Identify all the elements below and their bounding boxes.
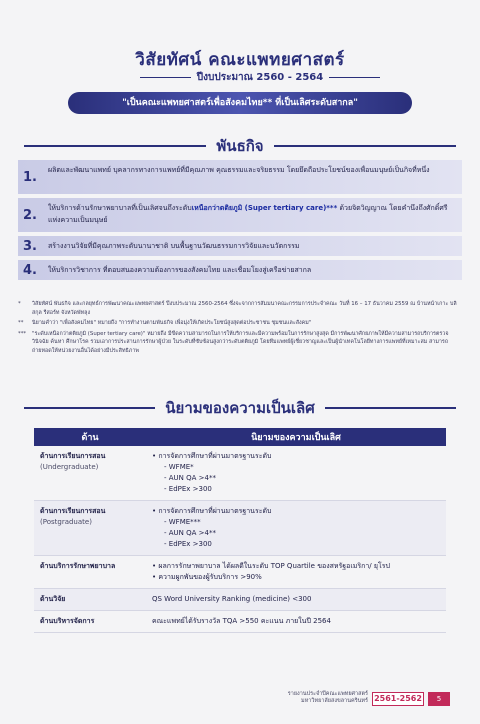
report-years-badge: 2561-2562 (372, 692, 424, 706)
university-name: มหาวิทยาลัยสงขลานครินทร์ (301, 698, 368, 704)
footnote (18, 319, 462, 328)
excellence-heading-row (24, 398, 456, 418)
definition-line: - EdPEx >300 (152, 484, 440, 495)
mission-item (18, 198, 462, 232)
definition-cell (146, 446, 446, 501)
footer-report-title (258, 691, 368, 705)
definition-line: • ความผูกพันของผู้รับบริการ >90% (152, 572, 440, 583)
vision-title: วิสัยทัศน์ คณะแพทยศาสตร์ (135, 50, 345, 70)
aspect-title: ด้านบริหารจัดการ (40, 617, 95, 625)
table-header-row (34, 428, 446, 446)
footnote-text: "ระดับเหนือกว่าตติยภูมิ (Super tertiary care)" หมายถึง มีขีดความสามารถในการให้บริการและมีความพร้อมในการรักษาสูงสุด มีการพัฒนาศักยภาพให้มีความสามารถบริการตรวจวินิจฉัย ค้นหา ศึกษาโรค รวมเอาการประสานการรักษาผู้ป่วย ในระดับที่ซับซ้อนสูงกว่าระดับตติยภูมิ โดยทีมแพทย์ผู้เชี่ยวชาญและเป็นผู้นำเทคโนโลยีทางการแพทย์ที่เหมาะสม สามารถถ่ายทอดให้หน่วยงานอื่นได้อย่างมีประสิทธิภาพ (32, 330, 449, 354)
mission-list (18, 160, 462, 284)
footnote-mark: *** (18, 330, 27, 337)
report-title: รายงานประจำปีคณะแพทยศาสตร์ (287, 691, 368, 697)
excellence-table (34, 428, 446, 633)
definition-cell (146, 611, 446, 633)
aspect-cell (34, 446, 146, 501)
definition-line: • การจัดการศึกษาที่ผ่านมาตรฐานระดับ (152, 506, 440, 517)
aspect-title: ด้านการเรียนการสอน (40, 452, 106, 460)
definition-cell (146, 556, 446, 589)
divider (140, 77, 191, 78)
definition-cell (146, 501, 446, 556)
table-row (34, 501, 446, 556)
vision-subtitle (140, 70, 380, 84)
mission-text (42, 198, 462, 232)
mission-text-part: ด้วยจิตวิญญาณ โดยคำนึงถึงศักดิ์ศรีแห่งความเป็นมนุษย์ (48, 204, 448, 224)
definition-line: - AUN QA >4** (152, 528, 440, 539)
mission-number: 3. (23, 238, 37, 254)
super-tertiary-care-emphasis: เหนือกว่าตติยภูมิ (Super tertiary care)*** (191, 204, 338, 212)
aspect-subtitle: (Postgraduate) (40, 518, 92, 526)
mission-number: 1. (23, 169, 37, 185)
column-header-aspect: ด้าน (34, 428, 146, 446)
mission-text: สร้างงานวิจัยที่มีคุณภาพระดับนานาชาติ บนพื้นฐานวัฒนธรรมการวิจัยและนวัตกรรม (48, 242, 300, 250)
aspect-title: ด้านการเรียนการสอน (40, 507, 106, 515)
mission-number: 4. (23, 262, 37, 278)
table-row (34, 611, 446, 633)
table-row (34, 589, 446, 611)
aspect-cell (34, 556, 146, 589)
footnote-text: วิสัยทัศน์ พันธกิจ และกลยุทธ์การพัฒนาคณะแพทยศาสตร์ ปีงบประมาณ 2560-2564 ซึ่งจะจากการสัมมนาคณะกรรมการประจำคณะ วันที่ 16 – 17 ธันวาคม 2559 ณ บ้านหน้าเกาะ บลิสกุล รีสอร์ท จังหวัดพัทลุง (32, 301, 457, 316)
definition-line: - WFME* (152, 462, 440, 473)
aspect-title: ด้านบริการรักษาพยาบาล (40, 562, 116, 570)
footnotes (18, 300, 462, 358)
aspect-cell (34, 611, 146, 633)
footnote-mark: * (18, 301, 21, 307)
aspect-subtitle: (Undergraduate) (40, 463, 99, 471)
aspect-title: ด้านวิจัย (40, 595, 66, 603)
divider (274, 145, 456, 147)
mission-item (18, 236, 462, 256)
mission-text: ให้บริการวิชาการ ที่ตอบสนองความต้องการของสังคมไทย และเชื่อมโยงสู่เครือข่ายสากล (48, 266, 312, 274)
footnote-mark: ** (18, 320, 24, 327)
fiscal-year-label: ปีงบประมาณ 2560 - 2564 (196, 71, 324, 83)
aspect-cell (34, 501, 146, 556)
definition-line: QS Word University Ranking (medicine) <300 (152, 595, 312, 603)
mission-item (18, 160, 462, 194)
definition-line: - AUN QA >4** (152, 473, 440, 484)
table-row (34, 556, 446, 589)
mission-number: 2. (23, 207, 37, 223)
divider (24, 407, 155, 409)
excellence-heading: นิยามของความเป็นเลิศ (165, 399, 315, 417)
definition-line: - EdPEx >300 (152, 539, 440, 550)
definition-line: - WFME*** (152, 517, 440, 528)
definition-line: คณะแพทย์ได้รับรางวัล TQA >550 คะแนน ภายในปี 2564 (152, 617, 331, 625)
definition-line: • การจัดการศึกษาที่ผ่านมาตรฐานระดับ (152, 451, 440, 462)
vision-slogan-banner: "เป็นคณะแพทยศาสตร์เพื่อสังคมไทย** ที่เป็นเลิศระดับสากล" (68, 92, 412, 114)
footnote (18, 330, 462, 356)
mission-text-part: ให้บริการด้านรักษาพยาบาลที่เป็นเลิศจนถึงระดับ (48, 204, 192, 212)
divider (329, 77, 380, 78)
divider (24, 145, 206, 147)
mission-item (18, 260, 462, 280)
mission-text: ผลิตและพัฒนาแพทย์ บุคลากรทางการแพทย์ที่มีคุณภาพ คุณธรรมและจริยธรรม โดยยึดถือประโยชน์ของเพื่อนมนุษย์เป็นกิจที่หนึ่ง (48, 166, 430, 174)
aspect-cell (34, 589, 146, 611)
mission-heading: พันธกิจ (216, 137, 264, 155)
definition-line: • ผลการรักษาพยาบาล ได้ผลดีในระดับ TOP Quartile ของสหรัฐอเมริกา/ ยุโรป (152, 561, 440, 572)
table-row (34, 446, 446, 501)
column-header-definition: นิยามของความเป็นเลิศ (146, 428, 446, 446)
mission-heading-row (24, 136, 456, 156)
footnote (18, 300, 462, 317)
divider (325, 407, 456, 409)
footnote-text: นิยามคำว่า "เพื่อสังคมไทย" หมายถึง "การทำงานตามพันธกิจ เพื่อมุ่งให้เกิดประโยชน์สูงสุดต่อประชาชน ชุมชนและสังคม" (32, 320, 312, 327)
page-footer (0, 690, 480, 710)
definition-cell (146, 589, 446, 611)
page-number: 5 (428, 692, 450, 706)
